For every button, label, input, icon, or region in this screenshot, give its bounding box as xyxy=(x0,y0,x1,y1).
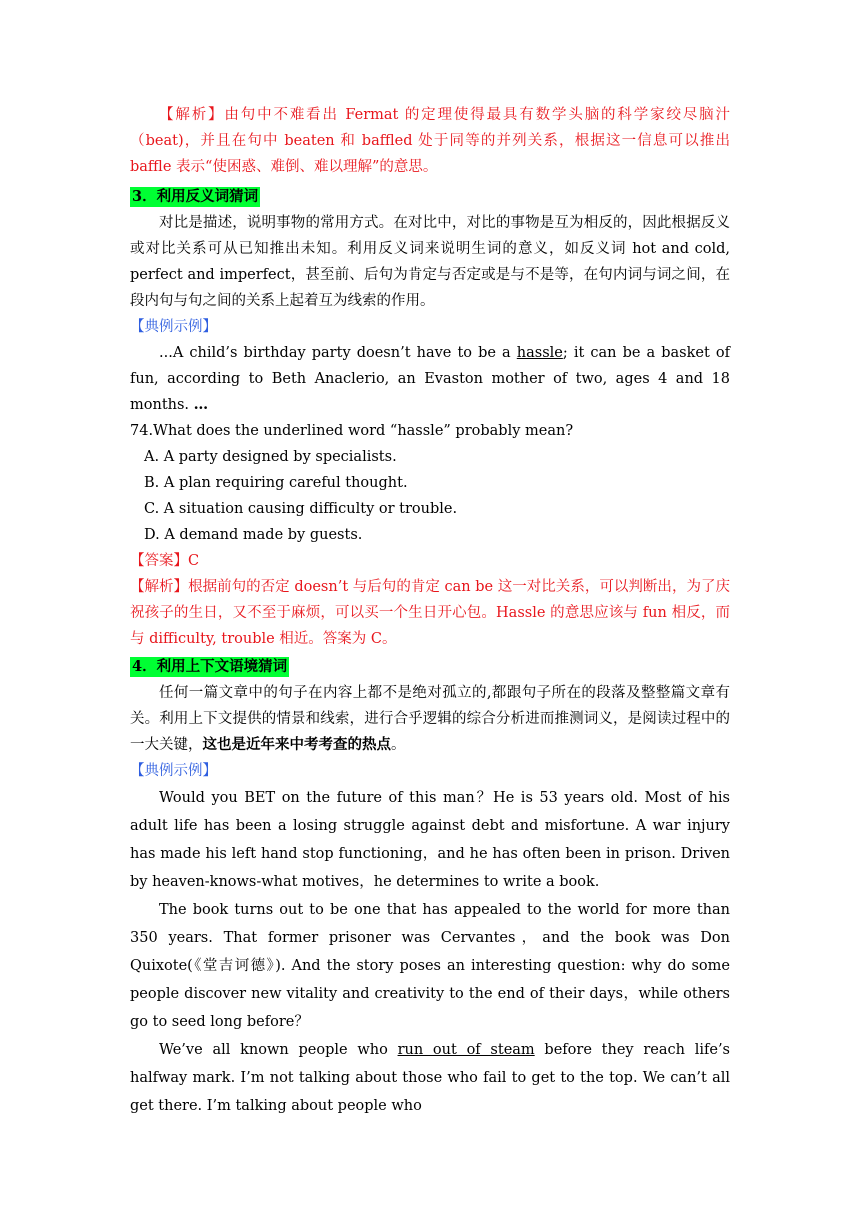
answer xyxy=(130,548,730,574)
answer-label: 【答案】 xyxy=(130,553,188,569)
passage-paragraph-3 xyxy=(130,1036,730,1120)
section3-analysis xyxy=(130,574,730,652)
passage-paragraph-1: Would you BET on the future of this man？He is 53 years old. Most of his adult life has been a losing struggle against debt and misfortune. A war injury has made his left hand stop functioning，and he has often been in prison. Driven by heaven-knows-what motives，he determines to write a book. xyxy=(130,790,730,890)
passage-text: before they reach life’s halfway mark. I’m not talking about those who fail to get to the top. We can’t all get there. I’m talking about people who xyxy=(130,1042,730,1114)
section3-heading: 3．利用反义词猜词 xyxy=(132,188,259,205)
analysis-label: 【解析】 xyxy=(159,107,225,123)
passage-text: We’ve all known people who xyxy=(159,1042,398,1058)
passage-ellipsis: … xyxy=(193,396,209,413)
section4-body xyxy=(130,680,730,758)
analysis-text: 由句中不难看出 Fermat 的定理使得最具有数学头脑的科学家绞尽脑汁（beat)，并且在句中 beaten 和 baffled 处于同等的并列关系，根据这一信息可以推出 baffle 表示“使困惑、难倒、难以理解”的意思。 xyxy=(130,107,731,175)
body-bold-text: 这也是近年来中考考查的热点 xyxy=(202,736,391,753)
option-c: C. A situation causing difficulty or trouble. xyxy=(144,501,458,517)
passage-text: ; it can be a basket of fun, according to Beth Anaclerio, an Evaston mother of two, ages 4 and 18 months. xyxy=(130,345,730,413)
passage-paragraph-2: The book turns out to be one that has appealed to the world for more than 350 years. That former prisoner was Cervantes，and the book was Don Quixote(《堂吉诃德》). And the story poses an interesting question: why do some people discover new vitality and creativity to the end of their days，while others go to seed long before？ xyxy=(130,902,730,1030)
section3-example-label: 【典例示例】 xyxy=(130,319,217,335)
option-d: D. A demand made by guests. xyxy=(144,527,363,543)
section2-analysis xyxy=(130,102,730,180)
underlined-word-hassle: hassle xyxy=(516,345,563,361)
body-text: 。 xyxy=(391,737,406,753)
answer-value: C xyxy=(188,553,200,569)
passage-text: ...A child’s birthday party doesn’t have to be a xyxy=(159,345,517,361)
option-a: A. A party designed by specialists. xyxy=(144,449,397,465)
page-content xyxy=(130,107,731,1120)
section4-heading: 4．利用上下文语境猜词 xyxy=(132,658,288,675)
analysis-text: 根据前句的否定 doesn’t 与后句的肯定 can be 这一对比关系，可以判断出，为了庆祝孩子的生日，又不至于麻烦，可以买一个生日开心包。Hassle 的意思应该与 fun 相反，而与 difficulty, trouble 相近。答案为 C。 xyxy=(130,579,730,647)
section3-body: 对比是描述，说明事物的常用方式。在对比中，对比的事物是互为相反的，因此根据反义或对比关系可从已知推出未知。利用反义词来说明生词的意义，如反义词 hot and cold, perfect and imperfect，甚至前、后句为肯定与否定或是与不是等，在句内词与词之间，在段内句与句之间的关系上起着互为线索的作用。 xyxy=(130,215,730,309)
section4-example-label: 【典例示例】 xyxy=(130,763,217,779)
underlined-phrase-run-out-of-steam: run out of steam xyxy=(397,1042,535,1058)
option-b: B. A plan requiring careful thought. xyxy=(144,475,408,491)
body-text: 任何一篇文章中的句子在内容上都不是绝对孤立的,都跟句子所在的段落及整整篇文章有关。利用上下文提供的情景和线索，进行合乎逻辑的综合分析进而推测词义，是阅读过程中的一大关键， xyxy=(130,685,730,753)
analysis-label: 【解析】 xyxy=(130,579,189,595)
section3-passage xyxy=(130,340,730,418)
question: 74.What does the underlined word “hassle” probably mean? xyxy=(130,423,574,439)
